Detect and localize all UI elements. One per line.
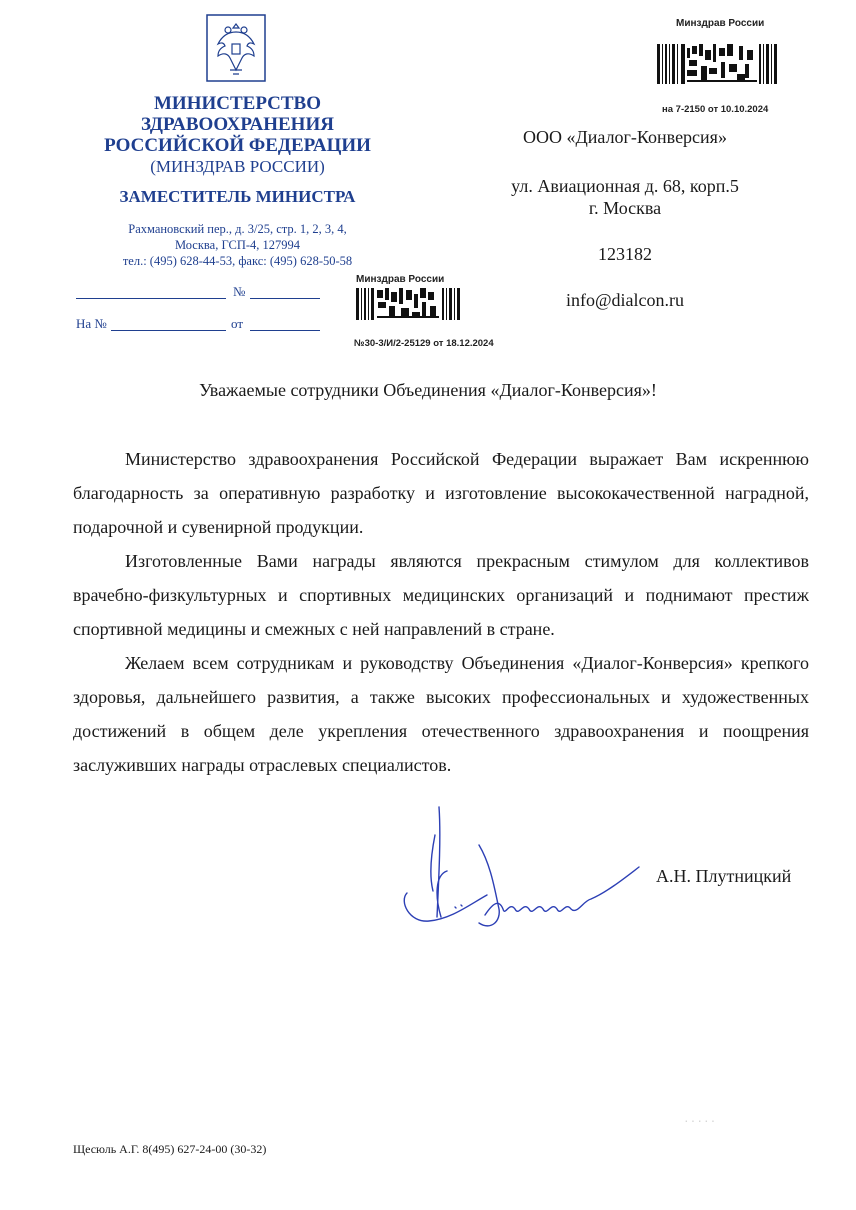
- state-emblem-icon: [206, 14, 266, 82]
- address-line: Москва, ГСП-4, 127994: [174, 238, 301, 252]
- recipient-postcode: 123182: [598, 244, 652, 264]
- number-label: №: [233, 284, 246, 299]
- ministry-short-name: (МИНЗДРАВ РОССИИ): [150, 157, 325, 176]
- letter-paragraph: Изготовленные Вами награды являются прекрасным стимулом для коллективов врачебно-физкультурных и спортивных медицинских организаций и поднимают престиж спортивной медицины и смежных с ней направлений в стране.: [73, 551, 809, 639]
- from-label: от: [231, 316, 244, 331]
- in-reply-label: На №: [76, 316, 107, 331]
- in-reply-underline: [111, 330, 226, 331]
- signature-icon: [395, 805, 645, 960]
- barcode-middle-label: Минздрав России: [356, 274, 445, 285]
- phone-fax-line: тел.: (495) 628-44-53, факс: (495) 628-50-58: [122, 254, 353, 268]
- barcode-top-caption: на 7-2150 от 10.10.2024: [662, 104, 769, 115]
- number-date-underline: [76, 298, 226, 299]
- ministry-name: [80, 93, 395, 177]
- address-line: Рахмановский пер., д. 3/25, стр. 1, 2, 3, 4,: [128, 222, 347, 236]
- barcode-middle-icon: [356, 288, 462, 325]
- recipient-company: ООО «Диалог-Конверсия»: [523, 127, 727, 147]
- recipient-street: ул. Авиационная д. 68, корп.5: [511, 176, 739, 196]
- barcode-top-icon: [657, 44, 777, 89]
- ministry-address: [80, 221, 395, 269]
- ministry-line: РОССИЙСКОЙ ФЕДЕРАЦИИ: [104, 135, 371, 156]
- number-underline: [250, 298, 320, 299]
- ministry-line: МИНИСТЕРСТВО: [153, 93, 322, 114]
- letter-paragraph: Желаем всем сотрудникам и руководству Объединения «Диалог-Конверсия» крепкого здоровья, дальнейшего развития, а также высоких профессиональных и художественных достижений в общем деле укрепления отечественного здравоохранения и поощрения заслуживших награды отраслевых специалистов.: [73, 653, 809, 775]
- ministry-line: ЗДРАВООХРАНЕНИЯ: [141, 114, 334, 135]
- recipient-city: г. Москва: [588, 198, 662, 218]
- faint-stamp-mark: ·····: [684, 1112, 718, 1128]
- executor-contact: Щесюль А.Г. 8(495) 627-24-00 (30-32): [73, 1142, 267, 1156]
- barcode-top-label: Минздрав России: [676, 18, 765, 29]
- from-underline: [250, 330, 320, 331]
- signer-name: А.Н. Плутницкий: [656, 866, 792, 886]
- barcode-middle-caption: №30-3/И/2-25129 от 18.12.2024: [354, 338, 494, 349]
- letter-body: [73, 442, 809, 782]
- deputy-title: ЗАМЕСТИТЕЛЬ МИНИСТРА: [119, 187, 356, 206]
- letter-greeting: Уважаемые сотрудники Объединения «Диалог-Конверсия»!: [199, 380, 657, 400]
- recipient-email: info@dialcon.ru: [565, 290, 685, 310]
- letter-paragraph: Министерство здравоохранения Российской Федерации выражает Вам искреннюю благодарность за оперативную разработку и изготовление высококачественной наградной, подарочной и сувенирной продукции.: [73, 449, 809, 537]
